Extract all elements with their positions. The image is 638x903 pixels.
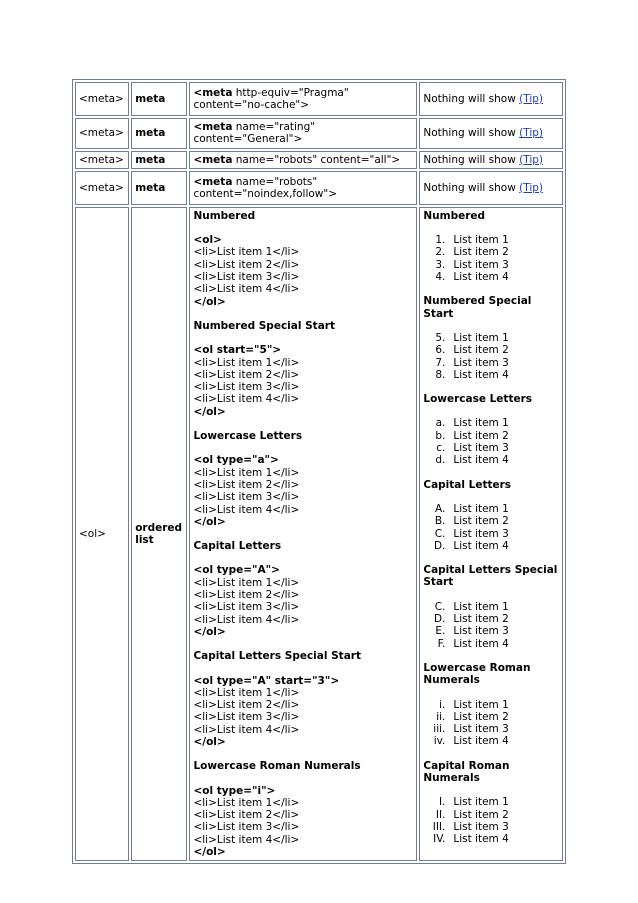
- rendered-section-title: Capital Letters: [423, 478, 512, 491]
- list-item-text: List item 4: [453, 454, 509, 467]
- code-section-title: Numbered: [193, 209, 256, 222]
- list-item-text: List item 4: [453, 539, 509, 552]
- name-cell: meta: [131, 171, 187, 205]
- rendered-section-title: Numbered: [423, 209, 486, 222]
- list-item-text: List item 1: [453, 796, 509, 809]
- name-cell: ordered list: [131, 207, 187, 861]
- code-attributes: http-equiv="Pragma" content="no-cache">: [193, 86, 349, 111]
- list-item-text: List item 3: [453, 356, 509, 369]
- list-item: [423, 344, 559, 356]
- code-open-tag: <ol type="i">: [193, 784, 276, 797]
- list-marker: D.: [433, 613, 446, 626]
- list-item: [423, 796, 559, 808]
- result-cell: [419, 118, 563, 149]
- code-line: <li>List item 4</li>: [193, 283, 300, 296]
- list-item: [423, 735, 559, 747]
- code-section-title: Lowercase Roman Numerals: [193, 760, 361, 773]
- list-marker: 6.: [435, 344, 446, 357]
- name-cell: meta: [131, 118, 187, 149]
- tip-link[interactable]: (Tip): [519, 153, 544, 166]
- code-attributes: name="robots" content="all">: [232, 153, 401, 166]
- list-item: [423, 417, 559, 429]
- table-row: [75, 171, 563, 205]
- code-line: <li>List item 1</li>: [193, 246, 300, 259]
- list-item: [423, 528, 559, 540]
- code-cell: [189, 118, 417, 149]
- rendered-section-title: Lowercase Roman Numerals: [423, 661, 531, 687]
- code-block: [193, 675, 413, 749]
- code-section-title: Numbered Special Start: [193, 319, 335, 332]
- name-cell: meta: [131, 82, 187, 116]
- rendered-list: [423, 796, 559, 845]
- code-line: <li>List item 1</li>: [193, 356, 300, 369]
- list-item: [423, 540, 559, 552]
- list-item: [423, 625, 559, 637]
- code-close-tag: </ol>: [193, 846, 226, 859]
- list-item-text: List item 4: [453, 368, 509, 381]
- list-marker: I.: [438, 796, 446, 809]
- list-item: [423, 515, 559, 527]
- list-item-text: List item 2: [453, 429, 509, 442]
- list-marker: ii.: [436, 710, 446, 723]
- tag-cell: <meta>: [75, 82, 129, 116]
- list-marker: 3.: [435, 258, 446, 271]
- list-item: [423, 259, 559, 271]
- list-item-text: List item 1: [453, 600, 509, 613]
- list-item: [423, 503, 559, 515]
- list-item-text: List item 1: [453, 331, 509, 344]
- code-attributes: name="rating" content="General">: [193, 121, 316, 146]
- list-item: [423, 833, 559, 845]
- code-open-tag: <ol type="a">: [193, 454, 279, 467]
- code-line: <li>List item 1</li>: [193, 466, 300, 479]
- code-line: <li>List item 1</li>: [193, 686, 300, 699]
- code-line: <li>List item 4</li>: [193, 833, 300, 846]
- list-item: [423, 369, 559, 381]
- code-section-title: Capital Letters: [193, 540, 282, 553]
- code-line: <li>List item 4</li>: [193, 393, 300, 406]
- list-item-text: List item 3: [453, 442, 509, 455]
- table-row: [75, 151, 563, 169]
- list-marker: II.: [435, 808, 446, 821]
- tip-link[interactable]: (Tip): [519, 127, 544, 140]
- code-block: [193, 454, 413, 528]
- code-line: <li>List item 2</li>: [193, 699, 300, 712]
- result-text: Nothing will show: [423, 181, 520, 194]
- rendered-sections: [423, 210, 559, 846]
- list-item: [423, 699, 559, 711]
- code-line: <li>List item 2</li>: [193, 589, 300, 602]
- result-text: Nothing will show: [423, 127, 520, 140]
- code-line: <li>List item 3</li>: [193, 381, 300, 394]
- code-line: <li>List item 3</li>: [193, 821, 300, 834]
- list-marker: A.: [435, 502, 446, 515]
- list-item: [423, 454, 559, 466]
- list-item-text: List item 2: [453, 515, 509, 528]
- code-cell: [189, 151, 417, 169]
- list-item-text: List item 3: [453, 527, 509, 540]
- list-item-text: List item 2: [453, 246, 509, 259]
- code-close-tag: </ol>: [193, 625, 226, 638]
- list-item-text: List item 3: [453, 820, 509, 833]
- rendered-section-title: Lowercase Letters: [423, 393, 533, 406]
- code-line: <li>List item 3</li>: [193, 601, 300, 614]
- code-cell: [189, 82, 417, 116]
- list-item-text: List item 4: [453, 735, 509, 748]
- html-reference-table: [72, 79, 566, 864]
- list-marker: i.: [439, 698, 446, 711]
- list-marker: III.: [432, 820, 446, 833]
- code-cell: [189, 171, 417, 205]
- list-marker: C.: [434, 527, 446, 540]
- code-section-title: Capital Letters Special Start: [193, 650, 361, 663]
- code-keyword: <meta: [193, 121, 233, 133]
- list-item: [423, 613, 559, 625]
- list-marker: 5.: [435, 331, 446, 344]
- code-line: <li>List item 3</li>: [193, 271, 300, 284]
- list-item: [423, 271, 559, 283]
- list-item: [423, 234, 559, 246]
- table-row: [75, 82, 563, 116]
- list-item: [423, 809, 559, 821]
- list-item: [423, 430, 559, 442]
- list-marker: a.: [435, 417, 446, 430]
- code-sections: [193, 210, 413, 858]
- list-item: [423, 638, 559, 650]
- list-marker: 7.: [435, 356, 446, 369]
- code-keyword: <meta: [193, 175, 233, 188]
- code-section-title: Lowercase Letters: [193, 430, 303, 443]
- rendered-section-title: Capital Roman Numerals: [423, 759, 510, 784]
- rendered-list: [423, 601, 559, 650]
- name-cell: meta: [131, 151, 187, 169]
- code-block: [193, 344, 413, 418]
- list-item: [423, 821, 559, 833]
- code-line: <li>List item 2</li>: [193, 478, 300, 491]
- list-marker: D.: [433, 539, 446, 552]
- list-marker: 4.: [435, 271, 446, 284]
- result-cell: [419, 151, 563, 169]
- list-marker: 1.: [435, 234, 446, 247]
- list-marker: E.: [435, 625, 446, 638]
- code-open-tag: <ol>: [193, 234, 222, 247]
- code-close-tag: </ol>: [193, 515, 226, 528]
- code-line: <li>List item 3</li>: [193, 711, 300, 724]
- list-marker: iii.: [433, 723, 446, 736]
- rendered-list: [423, 234, 559, 283]
- list-item-text: List item 2: [453, 808, 509, 821]
- list-marker: 2.: [435, 246, 446, 259]
- list-item: [423, 246, 559, 258]
- list-item-text: List item 1: [453, 502, 509, 515]
- code-line: <li>List item 4</li>: [193, 613, 300, 626]
- code-line: <li>List item 3</li>: [193, 491, 300, 504]
- code-block: [193, 234, 413, 308]
- list-item: [423, 601, 559, 613]
- list-item: [423, 332, 559, 344]
- result-text: Nothing will show: [423, 92, 520, 105]
- code-open-tag: <ol type="A">: [193, 564, 280, 577]
- list-marker: 8.: [435, 368, 446, 381]
- list-marker: IV.: [433, 833, 446, 846]
- code-keyword: <meta: [193, 86, 233, 99]
- list-item-text: List item 3: [453, 258, 509, 271]
- code-open-tag: <ol type="A" start="3">: [193, 674, 340, 687]
- list-item-text: List item 2: [453, 613, 509, 626]
- list-item-text: List item 1: [453, 417, 509, 430]
- list-marker: F.: [437, 637, 446, 650]
- tip-link[interactable]: (Tip): [519, 181, 544, 194]
- code-line: <li>List item 1</li>: [193, 576, 300, 589]
- code-close-tag: </ol>: [193, 405, 226, 418]
- list-marker: iv.: [433, 735, 446, 748]
- tag-cell: <meta>: [75, 151, 129, 169]
- list-item-text: List item 4: [453, 271, 509, 284]
- list-marker: d.: [435, 454, 446, 467]
- code-line: <li>List item 4</li>: [193, 723, 300, 736]
- tag-cell: <meta>: [75, 118, 129, 149]
- list-item-text: List item 4: [453, 637, 509, 650]
- list-item-text: List item 1: [453, 698, 509, 711]
- list-item-text: List item 2: [453, 710, 509, 723]
- list-item: [423, 357, 559, 369]
- result-cell: [419, 82, 563, 116]
- code-line: <li>List item 2</li>: [193, 258, 300, 271]
- list-marker: b.: [435, 429, 446, 442]
- table-row: [75, 207, 563, 861]
- list-marker: c.: [436, 442, 446, 455]
- code-close-tag: </ol>: [193, 735, 226, 748]
- result-text: Nothing will show: [423, 153, 520, 166]
- tip-link[interactable]: (Tip): [519, 92, 544, 105]
- list-item-text: List item 2: [453, 344, 509, 357]
- rendered-list: [423, 503, 559, 552]
- tag-cell: <ol>: [75, 207, 129, 861]
- list-item-text: List item 4: [453, 833, 509, 846]
- list-item-text: List item 3: [453, 625, 509, 638]
- result-cell: [419, 171, 563, 205]
- rendered-section-title: Numbered Special Start: [423, 295, 532, 320]
- code-keyword: <meta: [193, 153, 233, 166]
- code-close-tag: </ol>: [193, 295, 226, 308]
- rendered-list: [423, 699, 559, 748]
- code-cell: [189, 207, 417, 861]
- code-open-tag: <ol start="5">: [193, 344, 282, 357]
- result-cell: [419, 207, 563, 861]
- list-item: [423, 442, 559, 454]
- tag-cell: <meta>: [75, 171, 129, 205]
- rendered-list: [423, 417, 559, 466]
- code-line: <li>List item 2</li>: [193, 809, 300, 822]
- rendered-list: [423, 332, 559, 381]
- rendered-section-title: Capital Letters Special Start: [423, 564, 558, 589]
- list-item-text: List item 3: [453, 723, 509, 736]
- code-line: <li>List item 2</li>: [193, 368, 300, 381]
- code-line: <li>List item 4</li>: [193, 503, 300, 516]
- list-marker: C.: [434, 600, 446, 613]
- code-line: <li>List item 1</li>: [193, 796, 300, 809]
- code-block: [193, 785, 413, 859]
- list-item-text: List item 1: [453, 234, 509, 247]
- list-marker: B.: [434, 515, 446, 528]
- code-attributes: name="robots" content="noindex,follow">: [193, 175, 338, 200]
- list-item: [423, 711, 559, 723]
- table-row: [75, 118, 563, 149]
- code-block: [193, 564, 413, 638]
- list-item: [423, 723, 559, 735]
